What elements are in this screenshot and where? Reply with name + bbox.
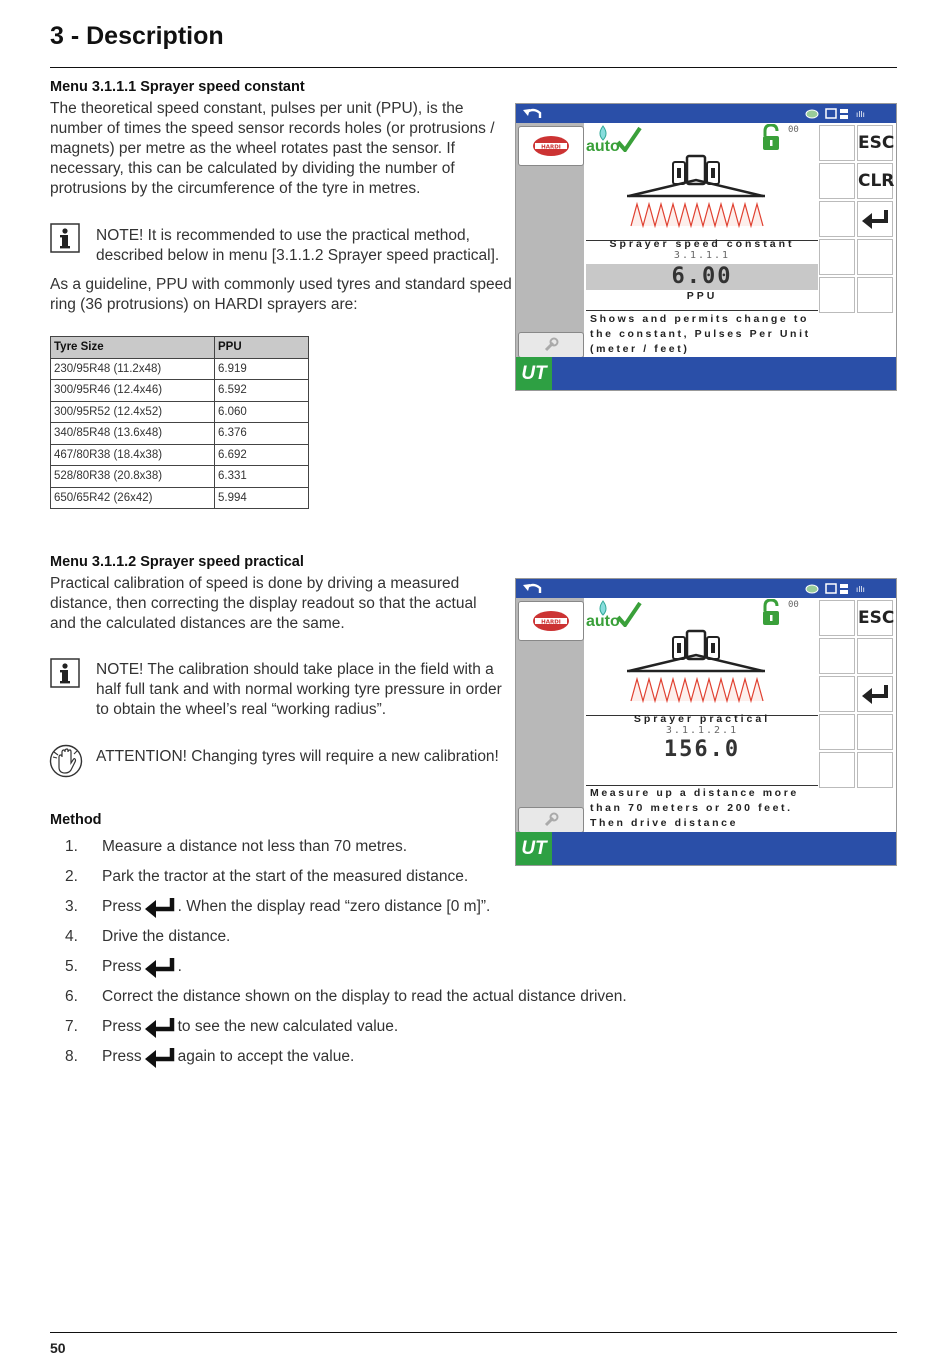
info-icon (50, 223, 80, 253)
method-title: Method (50, 812, 102, 828)
soft-key[interactable] (819, 239, 855, 275)
section1-note (96, 226, 516, 266)
enter-key-icon (860, 208, 890, 230)
method-steps (50, 832, 627, 1072)
auto-label: auto (586, 613, 620, 630)
unlock-icon (761, 599, 783, 629)
table-row (51, 487, 309, 509)
table-header-row (51, 337, 309, 359)
soft-key[interactable] (857, 277, 893, 313)
step-text-after: again to accept the value. (177, 1048, 355, 1065)
soft-key[interactable] (819, 125, 855, 161)
section1-guideline (50, 275, 520, 315)
step-number: 8. (65, 1048, 78, 1065)
screen-top-bar (516, 104, 896, 123)
status-icons (804, 106, 892, 121)
ut-logo: UT (516, 832, 552, 865)
table-cell: 300/95R52 (12.4x52) (51, 401, 215, 423)
screen-parameter-label: Sprayer speed constant (609, 238, 795, 250)
enter-key-icon (143, 1015, 177, 1039)
back-arrow-icon[interactable] (522, 106, 544, 121)
soft-key[interactable] (819, 676, 855, 712)
counter-readout: 00 (788, 600, 799, 610)
hand-warning-icon (49, 743, 83, 779)
method-step (50, 982, 627, 1012)
screen-unit-label: PPU (686, 290, 718, 302)
esc-button[interactable]: ESC (857, 125, 893, 161)
svg-text:HARDI: HARDI (541, 619, 561, 626)
step-text: Press (102, 1048, 142, 1065)
section2-note (96, 660, 516, 720)
step-number: 7. (65, 1018, 78, 1035)
hardi-logo-icon (531, 134, 571, 158)
hardi-tab[interactable] (518, 126, 584, 166)
svg-text:ıllı: ıllı (856, 585, 865, 594)
table-cell: 650/65R42 (26x42) (51, 487, 215, 509)
checkmark-icon (616, 601, 642, 627)
table-cell: 340/85R48 (13.6x48) (51, 423, 215, 445)
unlock-icon (761, 124, 783, 154)
table-cell: 5.994 (215, 487, 309, 509)
enter-button[interactable] (857, 201, 893, 237)
method-step (50, 832, 627, 862)
screen-bottom-bar (516, 357, 896, 390)
desc-line: (meter / feet) (590, 343, 690, 355)
wrench-icon (543, 812, 559, 828)
table-cell: 6.692 (215, 444, 309, 466)
sprayer-boom-icon (621, 154, 771, 234)
table-cell: 528/80R38 (20.8x38) (51, 466, 215, 488)
section1-paragraph (50, 99, 510, 199)
soft-key[interactable] (857, 638, 893, 674)
desc-line: Shows and permits change to (590, 313, 809, 325)
method-step (50, 952, 627, 982)
screen-value: 6.00 (671, 264, 733, 289)
svg-text:ıllı: ıllı (856, 110, 865, 119)
step-number: 5. (65, 958, 78, 975)
step-text-after: . When the display read “zero distance [0 m]”. (177, 898, 491, 915)
table-row (51, 466, 309, 488)
step-number: 1. (65, 838, 78, 855)
desc-line: Measure up a distance more (590, 787, 799, 799)
bottom-rule (50, 1332, 897, 1333)
soft-key[interactable] (819, 600, 855, 636)
esc-button[interactable]: ESC (857, 600, 893, 636)
table-cell: 6.376 (215, 423, 309, 445)
ppu-table (50, 336, 309, 509)
soft-key[interactable] (819, 201, 855, 237)
desc-line: the constant, Pulses Per Unit (590, 328, 811, 340)
screen-menu-code: 3.1.1.1 (673, 250, 731, 261)
table-cell: 6.060 (215, 401, 309, 423)
guide-line: ring (36 protrusions) on HARDI sprayers are: (50, 296, 358, 313)
enter-button[interactable] (857, 676, 893, 712)
screen-divider (586, 310, 818, 311)
section1-line: protrusions by the circumference of the tyre in metres. (50, 180, 421, 197)
step-text: Press (102, 958, 142, 975)
step-number: 3. (65, 898, 78, 915)
method-step (50, 862, 627, 892)
terminal-screen-constant (515, 103, 897, 391)
table-cell: 467/80R38 (18.4x38) (51, 444, 215, 466)
settings-tab[interactable] (518, 807, 584, 833)
step-number: 6. (65, 988, 78, 1005)
section1-line: The theoretical speed constant, pulses per unit (PPU), is the (50, 100, 464, 117)
enter-key-icon (143, 955, 177, 979)
section1-title: Menu 3.1.1.1 Sprayer speed constant (50, 79, 305, 95)
note-line: NOTE! It is recommended to use the practical method, (96, 227, 470, 244)
screen-description (590, 786, 830, 831)
step-text: Drive the distance. (102, 928, 231, 945)
section2-title: Menu 3.1.1.2 Sprayer speed practical (50, 554, 304, 570)
table-header-ppu: PPU (215, 337, 309, 359)
wrench-icon (543, 337, 559, 353)
section1-line: number of times the speed sensor records holes (or protrusions / (50, 120, 495, 137)
enter-key-icon (143, 1045, 177, 1069)
soft-key[interactable] (819, 752, 855, 788)
counter-readout: 00 (788, 125, 799, 135)
section1-line: necessary, this can be calculated by dividing the number of (50, 160, 455, 177)
step-number: 4. (65, 928, 78, 945)
method-step (50, 892, 627, 922)
soft-key[interactable] (857, 239, 893, 275)
table-row (51, 380, 309, 402)
step-text-after: . (177, 958, 182, 975)
table-row (51, 444, 309, 466)
soft-key[interactable] (857, 752, 893, 788)
table-cell: 6.592 (215, 380, 309, 402)
attention-text: ATTENTION! Changing tyres will require a new calibration! (96, 748, 499, 765)
step-text: Measure a distance not less than 70 metres. (102, 838, 407, 855)
note-line: NOTE! The calibration should take place in the field with a (96, 661, 494, 678)
note-line: described below in menu [3.1.1.2 Sprayer speed practical]. (96, 247, 500, 264)
table-row (51, 423, 309, 445)
step-number: 2. (65, 868, 78, 885)
step-text: Park the tractor at the start of the measured distance. (102, 868, 469, 885)
step-text: Correct the distance shown on the display to read the actual distance driven. (102, 988, 627, 1005)
info-icon (50, 658, 80, 688)
screen-parameter-label: Sprayer practical (633, 713, 771, 725)
table-cell: 6.919 (215, 358, 309, 380)
checkmark-icon (616, 126, 642, 152)
page-number: 50 (50, 1340, 66, 1356)
auto-label: auto (586, 138, 620, 155)
soft-key[interactable] (819, 163, 855, 199)
table-header-tyre: Tyre Size (51, 337, 215, 359)
ut-logo: UT (516, 357, 552, 390)
enter-key-icon (860, 683, 890, 705)
section2-line: distance, then correcting the display readout so that the actual (50, 595, 477, 612)
top-rule (50, 67, 897, 68)
sprayer-boom-icon (621, 629, 771, 709)
screen-value[interactable]: 156.0 (663, 737, 741, 762)
section2-line: and the calculated distances are the same. (50, 615, 345, 632)
screen-menu-code: 3.1.1.2.1 (665, 725, 739, 736)
desc-line: than 70 meters or 200 feet. (590, 802, 793, 814)
screen-top-bar (516, 579, 896, 598)
settings-tab[interactable] (518, 332, 584, 358)
table-row (51, 358, 309, 380)
soft-key[interactable] (819, 714, 855, 750)
section1-line: magnets) per metre as the wheel rotates past the sensor. If (50, 140, 455, 157)
note-line: half full tank and with normal working tyre pressure in order (96, 681, 502, 698)
hardi-tab[interactable] (518, 601, 584, 641)
table-cell: 300/95R46 (12.4x46) (51, 380, 215, 402)
table-cell: 6.331 (215, 466, 309, 488)
table-cell: 230/95R48 (11.2x48) (51, 358, 215, 380)
table-row (51, 401, 309, 423)
step-text: Press (102, 1018, 142, 1035)
clr-button[interactable]: CLR (857, 163, 893, 199)
back-arrow-icon[interactable] (522, 581, 544, 596)
svg-text:HARDI: HARDI (541, 144, 561, 151)
screen-description (590, 312, 830, 357)
step-text-after: to see the new calculated value. (177, 1018, 399, 1035)
page-heading: 3 - Description (50, 22, 224, 50)
note-line: to obtain the wheel’s real “working radius”. (96, 701, 387, 718)
soft-key[interactable] (819, 638, 855, 674)
soft-key[interactable] (819, 277, 855, 313)
section2-paragraph (50, 574, 510, 634)
method-step (50, 1012, 627, 1042)
desc-line: Then drive distance (590, 817, 739, 829)
terminal-screen-practical (515, 578, 897, 866)
step-text: Press (102, 898, 142, 915)
status-icons (804, 581, 892, 596)
hardi-logo-icon (531, 609, 571, 633)
enter-key-icon (143, 895, 177, 919)
guide-line: As a guideline, PPU with commonly used tyres and standard speed (50, 276, 512, 293)
soft-key[interactable] (857, 714, 893, 750)
method-step (50, 922, 627, 952)
section2-line: Practical calibration of speed is done by driving a measured (50, 575, 460, 592)
method-step (50, 1042, 627, 1072)
